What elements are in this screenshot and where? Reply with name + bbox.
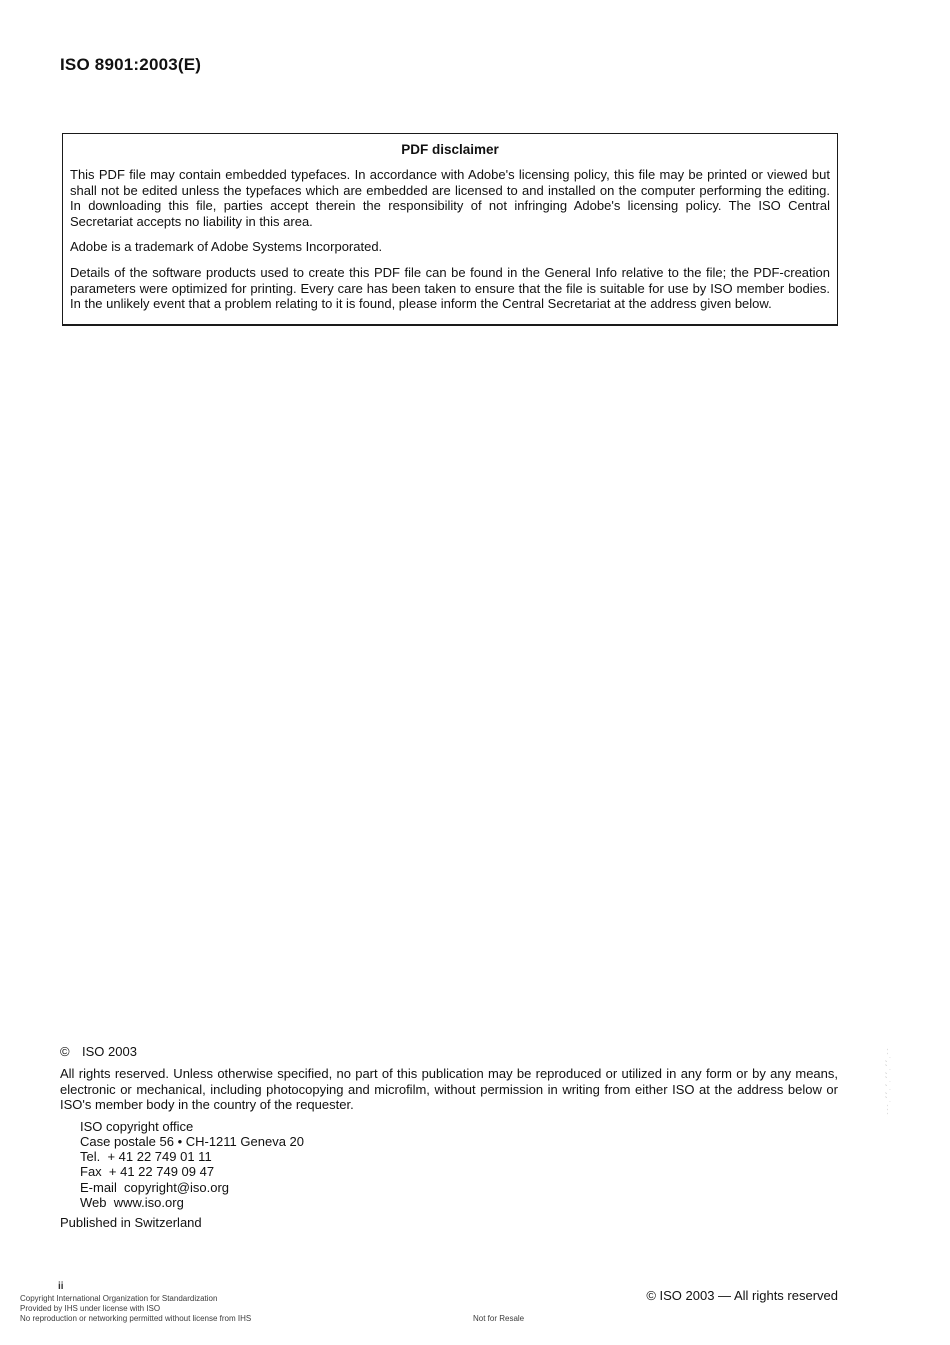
iso-address-block (80, 1119, 838, 1210)
footer-page-number: ii (58, 1281, 64, 1292)
address-office-line: ISO copyright office (80, 1118, 194, 1134)
footer-license-lines (20, 1294, 251, 1323)
page-title: ISO 8901:2003(E) (60, 55, 202, 74)
footer-copyright-line: Copyright International Organization for Standardization (20, 1294, 218, 1303)
copyright-section (60, 1044, 838, 1230)
rights-reserved-paragraph: All rights reserved. Unless otherwise specified, no part of this publication may be reproduced or utilized in any form or by any means, electronic or mechanical, including photocopying and microfilm, without permission in writing from either ISO at the address below or ISO's member body in the country of the requester. (60, 1066, 838, 1113)
disclaimer-paragraph-details: Details of the software products used to create this PDF file can be found in the General Info relative to the file; the PDF-creation parameters were optimized for printing. Every care has been taken to ensure that the file is suitable for use by ISO member bodies. In the unlikely event that a problem relating to it is found, please inform the Central Secretariat at the address given below. (70, 264, 830, 312)
address-postal-line: Case postale 56 • CH-1211 Geneva 20 (80, 1133, 305, 1149)
footer-not-for-resale: Not for Resale (473, 1314, 525, 1323)
published-in-switzerland: Published in Switzerland (60, 1215, 202, 1230)
copyright-symbol: © (60, 1044, 70, 1059)
disclaimer-paragraph-typefaces: This PDF file may contain embedded typefaces. In accordance with Adobe's licensing policy, this file may be printed or viewed but shall not be edited unless the typefaces which are embedded are licensed to and installed on the computer performing the editing. In downloading this file, parties accept therein the responsibility of not infringing Adobe's licensing policy. The ISO Central Secretariat accepts no liability in this area. (70, 167, 830, 229)
footer-noreproduction-line: No reproduction or networking permitted without license from IHS (20, 1313, 252, 1323)
ihs-margin-watermark: --`,,`,,`,`,,`--- (884, 1048, 890, 1117)
address-web-line: Web www.iso.org (80, 1194, 184, 1210)
disclaimer-heading: PDF disclaimer (401, 142, 499, 157)
disclaimer-paragraph-trademark: Adobe is a trademark of Adobe Systems Incorporated. (70, 239, 383, 255)
copyright-year-line (60, 1044, 838, 1059)
address-email-line: E-mail copyright@iso.org (80, 1179, 230, 1195)
footer-provided-line: Provided by IHS under license with ISO (20, 1303, 161, 1313)
footer-rights-reserved: © ISO 2003 — All rights reserved (646, 1288, 838, 1303)
address-tel-line: Tel. + 41 22 749 01 11 (80, 1149, 212, 1165)
pdf-disclaimer-box (62, 133, 838, 326)
address-fax-line: Fax + 41 22 749 09 47 (80, 1164, 215, 1180)
copyright-year: ISO 2003 (82, 1044, 137, 1059)
